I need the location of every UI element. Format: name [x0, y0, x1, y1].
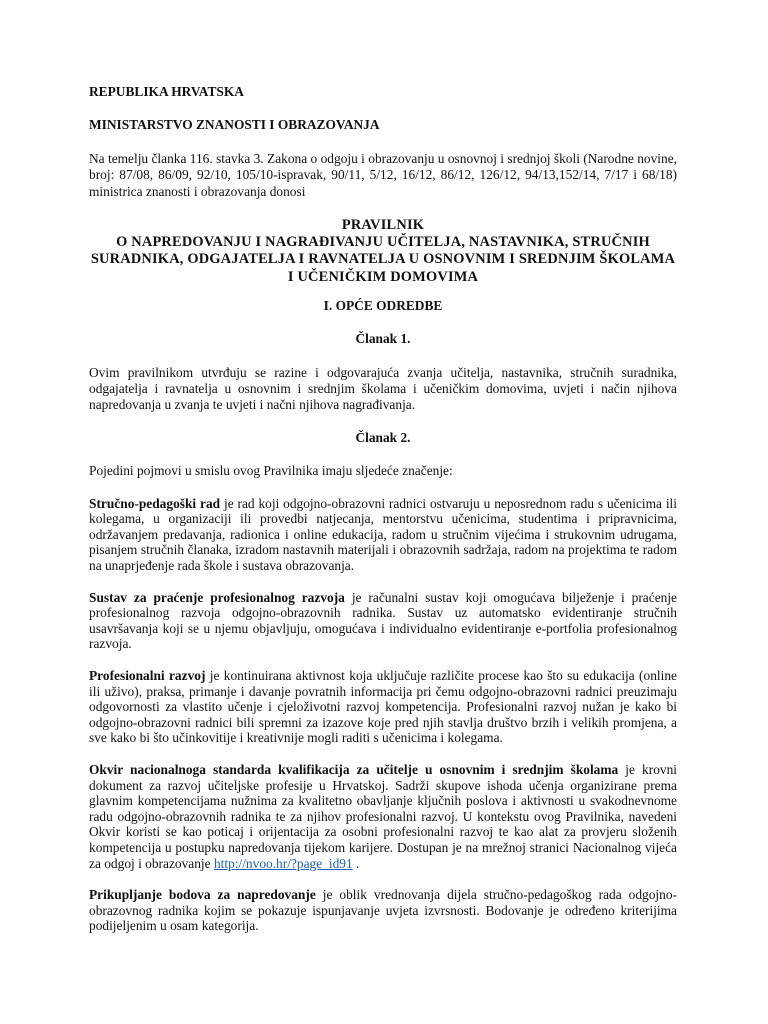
- nvoo-link[interactable]: http://nvoo.hr/?page_id91: [213, 855, 353, 871]
- article-1-text: Ovim pravilnikom utvrđuju se razine i odgovarajuća zvanja učitelja, nastavnika, stručnih suradnika, odgajatelja i ravnatelja u osnovnim i srednjim školama i učeničkim domovima, uvjeti i način njihova napredovanja u zvanja te uvjeti i načni njihova nagrađivanja.: [89, 364, 677, 413]
- definition-paragraph: [89, 496, 677, 574]
- ministry-heading: MINISTARSTVO ZNANOSTI I OBRAZOVANJA: [89, 117, 380, 133]
- article-2-intro: Pojedini pojmovi u smislu ovog Pravilnika imaju sljedeće značenje:: [89, 463, 453, 479]
- definition-text: je kontinuirana aktivnost koja uključuje različite procese kao što su edukacija (online ili uživo), praksa, primanje i davanje povratnih informacija pri čemu odgojno-obrazovni radnici preuzimaju odgovornosti za vlastito učenje i cjeloživotni razvoj kompetencija. Profesionalni razvoj nužan je kako bi odgojno-obrazovni radnici bili spremni za izazove koje pred njih stavlja društvo brzih i velikih promjena, a sve kako bi što učinkovitije i kreativnije mogli raditi s učenicima i kolegama.: [89, 668, 677, 746]
- legal-basis-paragraph: Na temelju članka 116. stavka 3. Zakona o odgoju i obrazovanju u osnovnoj i srednjoj školi (Narodne novine, broj: 87/08, 86/09, 92/10, 105/10-ispravak, 90/11, 5/12, 16/12, 86/12, 126/12, 94/13,152/14, 7/17 i 68/18) ministrica znanosti i obrazovanja donosi: [89, 150, 677, 199]
- article-1-heading: Članak 1.: [355, 331, 411, 347]
- title-line-subject: O NAPREDOVANJU I NAGRAĐIVANJU UČITELJA, NASTAVNIKA, STRUČNIH SURADNIKA, ODGAJATELJA I RAVNATELJA U OSNOVNIM I SREDNJIM ŠKOLAMA I UČENIČKIM DOMOVIMA: [90, 234, 676, 285]
- definition-text: je krovni dokument za razvoj učiteljske profesije u Hrvatskoj. Sadrži skupove ishoda učenja organizirane prema glavnim kompetencijama nužnima za kvalitetno obavljanje ključnih poslova i aktivnosti u svakodnevnome radu odgojno-obrazovnih radnika te za njihov profesionalni razvoj. U kontekstu ovog Pravilnika, navedeni Okvir koristi se kao poticaj i orijentacija za osobni profesionalni razvoj te kao alat za provjeru složenih kompetencija u postupku napredovanja tijekom karijere. Dostupan je na mrežnoj stranici Nacionalnog vijeća za odgoj i obrazovanje: [89, 762, 677, 871]
- definition-text: je oblik vrednovanja dijela stručno-pedagoškog rada odgojno-obrazovnog radnika kojim se pokazuje ispunjavanje uvjeta izvrsnosti. Bodovanje je određeno kriterijima podijeljenim u osam kategorija.: [89, 887, 677, 934]
- definition-paragraph: [89, 590, 677, 652]
- section-heading: I. OPĆE ODREDBE: [323, 297, 443, 313]
- definition-term: Sustav za praćenje profesionalnog razvoja: [89, 589, 345, 605]
- definition-term: Okvir nacionalnoga standarda kvalifikacija za učitelje u osnovnim i srednjim školama: [89, 762, 619, 777]
- republic-heading: REPUBLIKA HRVATSKA: [89, 84, 244, 99]
- definition-text-end: .: [352, 855, 360, 871]
- document-page: [89, 84, 677, 950]
- definition-text: je računalni sustav koji omogućava bilježenje i praćenje profesionalnog razvoja odgojno-obrazovnih radnika. Sustav uz automatsko evidentiranje stručnih usavršavanja koji se u njemu objavljuju, omogućava i individualno evidentiranje e-portfolia profesionalnog razvoja.: [89, 589, 677, 652]
- definition-term: Profesionalni razvoj: [89, 668, 206, 684]
- definition-paragraph: [89, 762, 677, 871]
- definition-paragraph: [89, 887, 677, 934]
- document-title: [89, 217, 677, 286]
- definition-text: je rad koji odgojno-obrazovni radnici ostvaruju u neposrednom radu s učenicima ili kolegama, u organizaciji ili provedbi natjecanja, mentorstvu učenicima, studentima i pripravnicima, održavanjem predavanja, radionica i online edukacija, radom u stručnim vijećima i strukovnim udrugama, pisanjem stručnih članaka, izradom nastavnih materijali i obrazovnih sadržaja, radom na projektima te radom na unaprjeđenje rada škole i sustava obrazovanja.: [89, 495, 677, 574]
- definition-paragraph: [89, 668, 677, 746]
- definition-term: Stručno-pedagoški rad: [89, 495, 221, 511]
- definition-term: Prikupljanje bodova za napredovanje: [89, 887, 316, 903]
- article-2-heading: Članak 2.: [355, 429, 411, 445]
- title-line-pravilnik: PRAVILNIK: [341, 217, 425, 234]
